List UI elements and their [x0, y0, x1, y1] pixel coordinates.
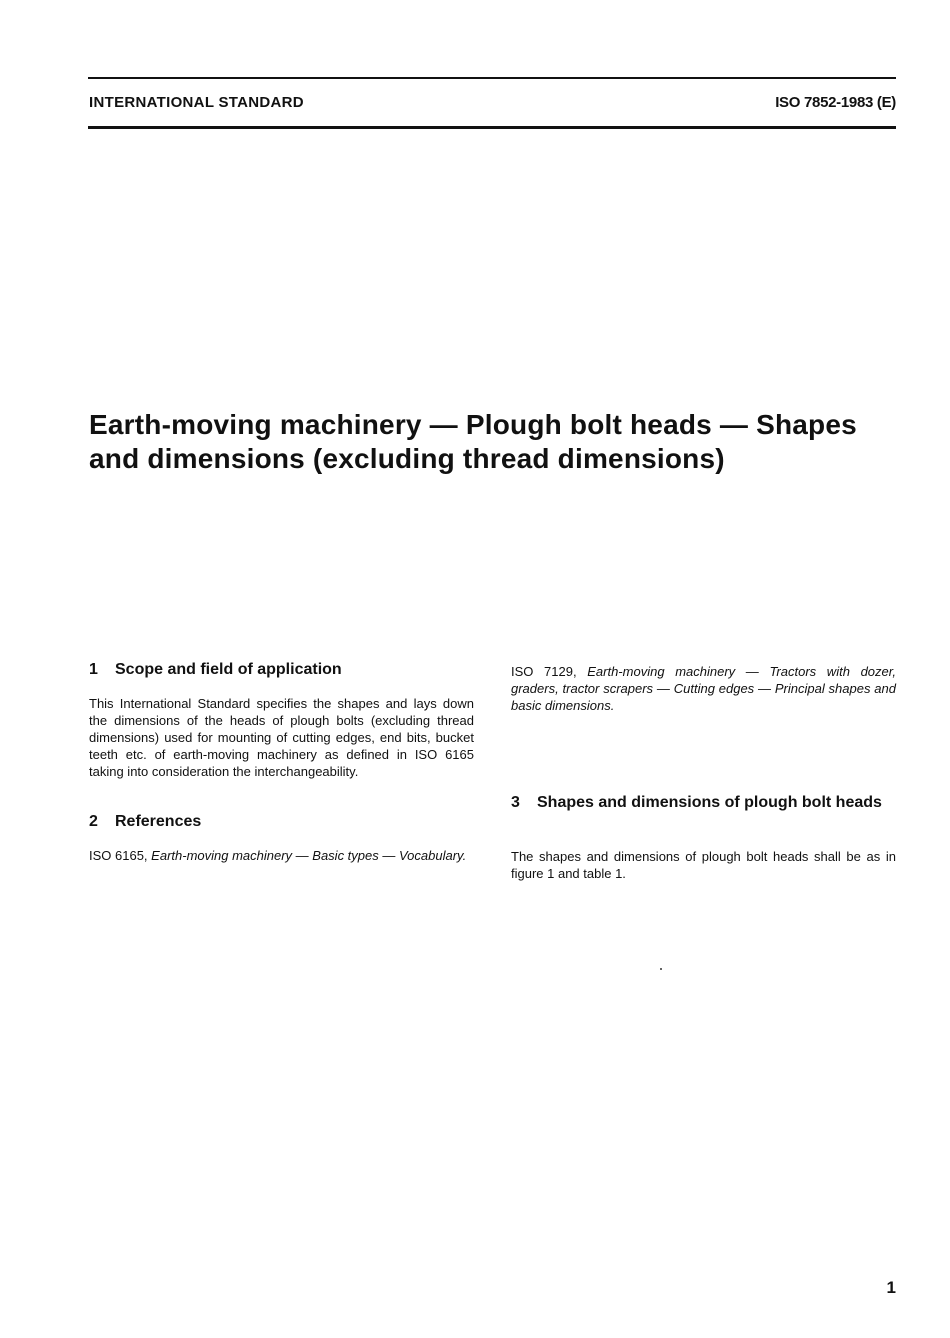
section-1-body: This International Standard specifies the shapes and lays down the dimensions of the heads of plough bolts (excluding thread dimensions) used for mounting of cutting edges, end bits, bucket teeth etc. of earth-moving machinery as defined in ISO 6165 taking into consideration the interchangeability.: [89, 696, 474, 779]
section-2-heading: [89, 812, 201, 832]
header-bottom-rule: [88, 126, 896, 129]
standard-number: ISO 7852-1983 (E): [775, 94, 896, 111]
section-2-number: 2: [89, 813, 98, 830]
section-3-body: The shapes and dimensions of plough bolt heads shall be as in figure 1 and table 1.: [511, 849, 896, 881]
title-line-2: and dimensions (excluding thread dimensions): [89, 443, 725, 474]
section-3-heading: [511, 793, 896, 813]
header-top-rule: [88, 77, 896, 79]
document-title: [89, 408, 889, 476]
reference-title: Earth-moving machinery — Basic types — Vocabulary.: [151, 848, 467, 863]
document-type-label: INTERNATIONAL STANDARD: [89, 94, 304, 111]
reference-iso-7129: [511, 663, 896, 714]
section-3-title: Shapes and dimensions of plough bolt heads: [537, 794, 882, 811]
reference-code: ISO 7129,: [511, 664, 577, 679]
section-1-title: Scope and field of application: [115, 661, 342, 678]
section-1-heading: [89, 660, 342, 680]
section-2-title: References: [115, 813, 202, 830]
stray-mark: [660, 968, 662, 970]
reference-iso-6165: [89, 847, 474, 864]
reference-title: Earth-moving machinery — Tractors with dozer, graders, tractor scrapers — Cutting edges — Principal shapes and basic dimensions.: [511, 664, 896, 713]
section-1-number: 1: [89, 661, 98, 678]
reference-code: ISO 6165,: [89, 848, 148, 863]
section-3-number: 3: [511, 794, 520, 811]
page-number: 1: [886, 1278, 896, 1297]
title-line-1: Earth-moving machinery — Plough bolt heads — Shapes: [89, 409, 857, 440]
